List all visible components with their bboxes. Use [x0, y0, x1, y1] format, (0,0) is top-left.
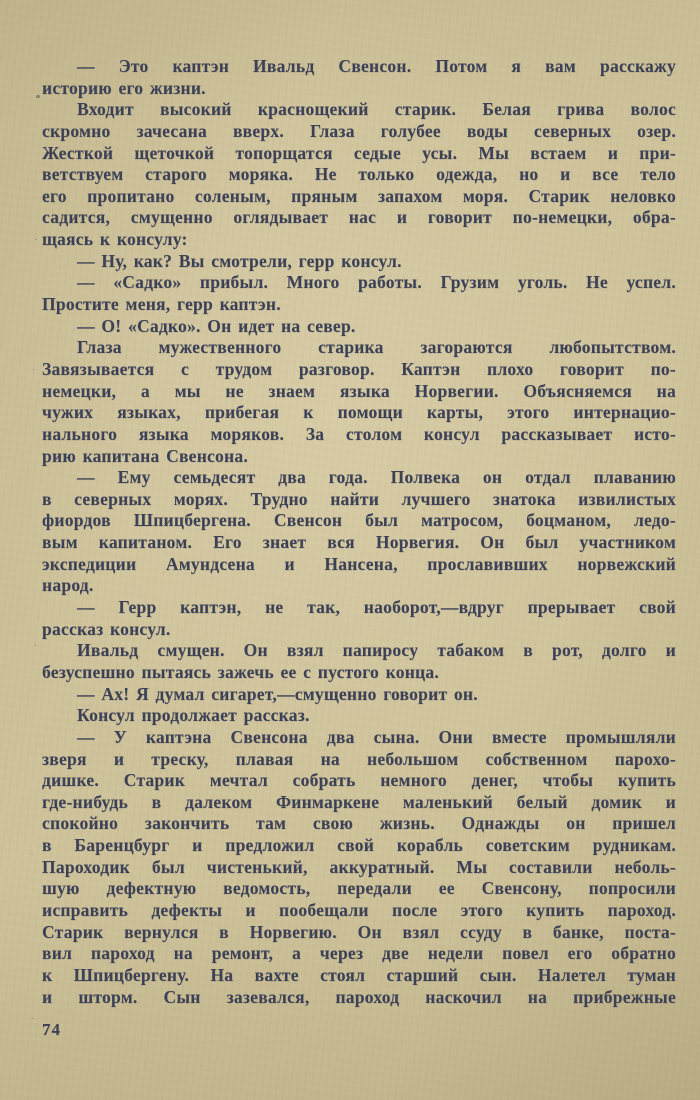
text-line: зверя и треску, плавая на небольшом собственном парохо- [42, 748, 676, 769]
text-line: Глаза мужественного старика загораются любопытством. [77, 337, 676, 358]
text-line: ветствуем старого моряка. Не только одежда, но и все тело [42, 164, 676, 185]
text-line: рассказ консул. [42, 618, 171, 639]
text-line: садится, смущенно оглядывает нас и говорит по-немецки, обра- [42, 207, 676, 228]
text-line: — Ну, как? Вы смотрели, герр консул. [77, 250, 402, 271]
text-line: немецки, а мы не знаем языка Норвегии. Объясняемся на [42, 380, 676, 401]
text-line: где-нибудь в далеком Финмаркене маленький белый домик и [42, 791, 676, 812]
text-line: — «Садко» прибыл. Много работы. Грузим уголь. Не успел. [77, 272, 676, 293]
text-line: рию капитана Свенсона. [42, 445, 248, 466]
text-line: — О! «Садко». Он идет на север. [77, 315, 356, 336]
text-line: щаясь к консулу: [42, 229, 188, 250]
page-number: 74 [42, 1020, 61, 1039]
text-line: Консул продолжает рассказ. [77, 705, 310, 726]
text-line: скромно зачесана вверх. Глаза голубее воды северных озер. [42, 120, 676, 141]
text-line: историю его жизни. [42, 77, 206, 98]
text-line: Ивальд смущен. Он взял папиросу табаком в рот, долго и [77, 640, 676, 661]
text-line: — Ах! Я думал сигарет,—смущенно говорит он. [77, 683, 478, 704]
text-line: — Герр каптэн, не так, наоборот,—вдруг прерывает свой [77, 597, 676, 618]
text-line: Жесткой щеточкой топорщатся седые усы. Мы встаем и при- [42, 142, 676, 163]
text-line: безуспешно пытаясь зажечь ее с пустого конца. [42, 661, 440, 682]
text-line: в северных морях. Трудно найти лучшего знатока извилистых [42, 488, 676, 509]
text-line: чужих языках, прибегая к помощи карты, этого интернацио- [42, 402, 676, 423]
text-line: нального языка моряков. За столом консул рассказывает исто- [42, 423, 676, 444]
text-line: дишке. Старик мечтал собрать немного денег, чтобы купить [42, 770, 676, 791]
text-line: экспедиции Амундсена и Нансена, прославивших норвежский [42, 553, 676, 574]
text-line: спокойно закончить там свою жизнь. Однажды он пришел [42, 813, 676, 834]
text-line: Завязывается с трудом разговор. Каптэн плохо говорит по- [42, 358, 676, 379]
text-line: народ. [42, 575, 94, 596]
text-line: Простите меня, герр каптэн. [42, 294, 281, 315]
text-line: фиордов Шпицбергена. Свенсон был матросом, боцманом, ледо- [42, 510, 676, 531]
text-line: к Шпицбергену. На вахте стоял старший сын. Налетел туман [42, 964, 676, 985]
text-line: исправить дефекты и пообещали после этого купить пароход. [42, 899, 676, 920]
text-line: — У каптэна Свенсона два сына. Они вместе промышляли [77, 726, 676, 747]
text-line: — Ему семьдесят два года. Полвека он отдал плаванию [77, 467, 676, 488]
text-line: — Это каптэн Ивальд Свенсон. Потом я вам расскажу [77, 56, 676, 76]
text-line: шую дефектную ведомость, передали ее Свенсону, попросили [42, 878, 676, 899]
text-line: и шторм. Сын зазевался, пароход наскочил на прибрежные [42, 986, 676, 1007]
text-line: Пароходик был чистенький, аккуратный. Мы составили неболь- [42, 856, 676, 877]
text-line: Входит высокий краснощекий старик. Белая грива волос [77, 99, 676, 120]
text-line: вил пароход на ремонт, а через две недели повел его обратно [42, 943, 676, 964]
page-text-block [42, 56, 676, 1008]
text-line: в Баренцбург и предложил свой корабль советским рудникам. [42, 835, 676, 856]
text-line: его пропитано соленым, пряным запахом моря. Старик неловко [42, 185, 676, 206]
text-line: Старик вернулся в Норвегию. Он взял ссуду в банке, поста- [42, 921, 676, 942]
text-line: вым капитаном. Его знает вся Норвегия. Он был участником [42, 532, 676, 553]
